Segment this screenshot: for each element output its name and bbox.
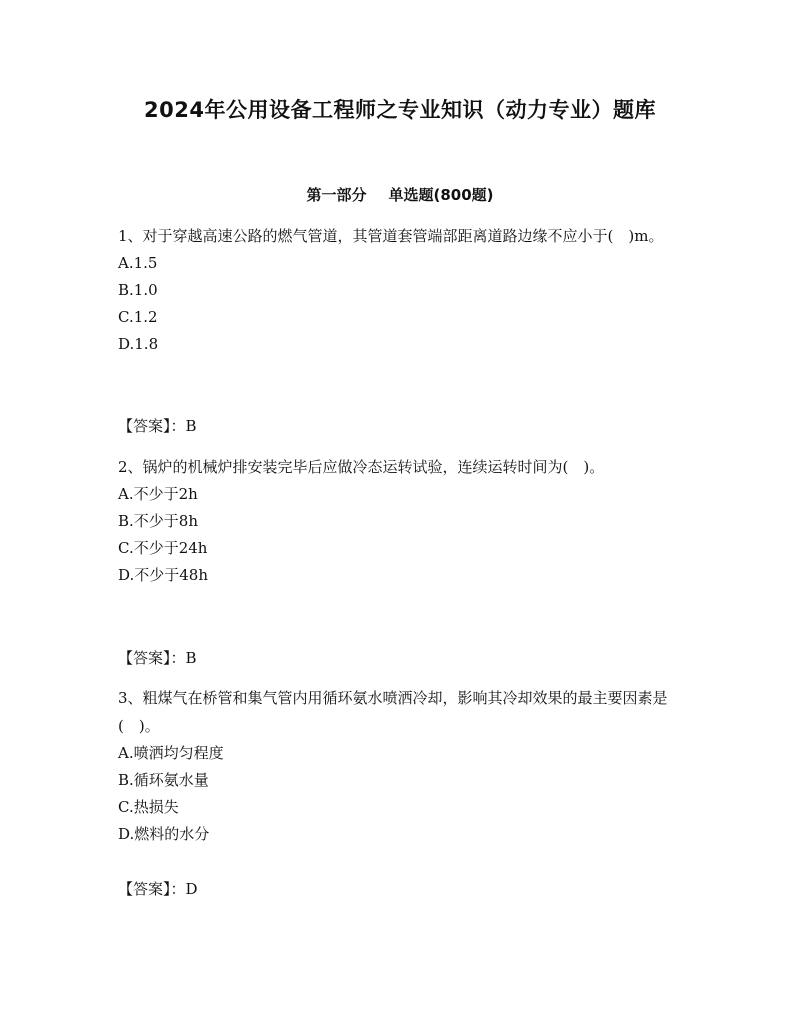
question-stem: 2、锅炉的机械炉排安装完毕后应做冷态运转试验，连续运转时间为( )。: [118, 458, 605, 476]
section-heading: [0, 184, 800, 206]
answer-label: 【答案】：: [118, 417, 186, 435]
answer-value: D: [185, 880, 198, 898]
option-b: B.1.0: [118, 281, 158, 299]
document-title: 2024年公用设备工程师之专业知识（动力专业）题库: [144, 98, 656, 122]
option-c: C.不少于24h: [118, 539, 208, 557]
question-stem: 1、对于穿越高速公路的燃气管道，其管道套管端部距离道路边缘不应小于( )m。: [118, 227, 664, 245]
question-stem: 3、粗煤气在桥管和集气管内用循环氨水喷洒冷却，影响其冷却效果的最主要因素是( )。: [118, 689, 668, 735]
answer-1: [118, 414, 197, 438]
answer-value: B: [185, 649, 197, 667]
question-1: [118, 222, 688, 358]
option-d: D.1.8: [118, 335, 159, 353]
option-d: D.不少于48h: [118, 566, 209, 584]
option-d: D.燃料的水分: [118, 825, 210, 843]
answer-3: [118, 877, 198, 901]
option-c: C.热损失: [118, 798, 179, 816]
option-a: A.喷洒均匀程度: [118, 744, 224, 762]
option-a: A.1.5: [118, 254, 158, 272]
question-2: [118, 453, 688, 589]
answer-value: B: [185, 417, 197, 435]
option-b: B.不少于8h: [118, 512, 198, 530]
question-3: [118, 684, 688, 848]
answer-label: 【答案】：: [118, 880, 186, 898]
answer-label: 【答案】：: [118, 649, 186, 667]
option-a: A.不少于2h: [118, 485, 198, 503]
section-part-label: 第一部分: [306, 186, 367, 204]
option-b: B.循环氨水量: [118, 771, 209, 789]
answer-2: [118, 646, 197, 670]
option-c: C.1.2: [118, 308, 158, 326]
section-heading-label: 单选题(800题): [388, 186, 494, 204]
